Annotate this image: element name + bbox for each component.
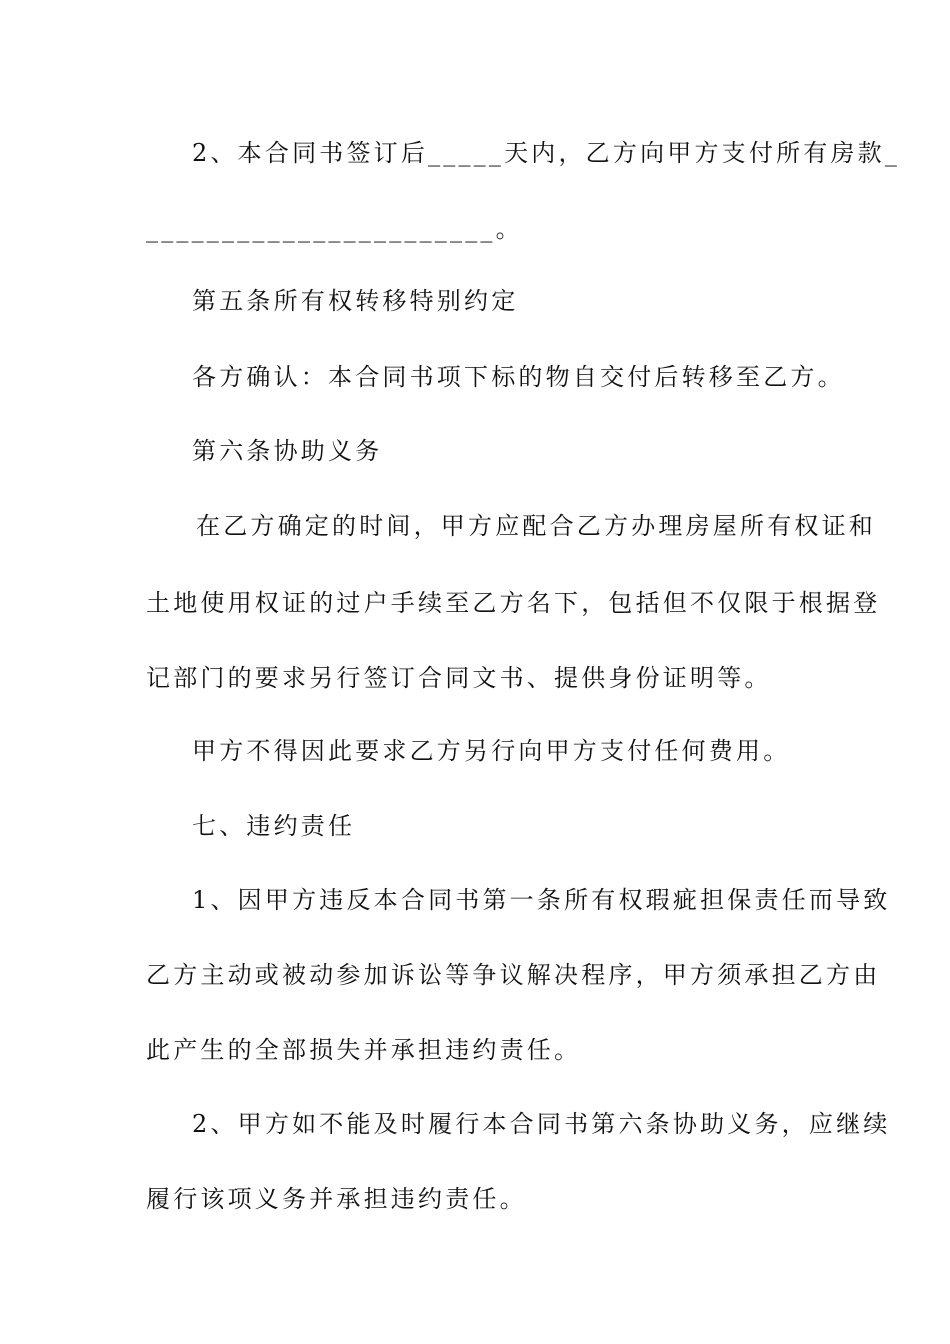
article-6-note: 甲方不得因此要求乙方另行向甲方支付任何费用。 <box>192 737 791 765</box>
article-6-body-line-2: 土地使用权证的过户手续至乙方名下，包括但不仅限于根据登 <box>146 589 881 617</box>
article-6-body-line-1: 在乙方确定的时间，甲方应配合乙方办理房屋所有权证和 <box>196 512 876 540</box>
payment-clause-line-1: 2、本合同书签订后_____天内，乙方向甲方支付所有房款_ <box>192 139 901 167</box>
liability-clause-2-line-2: 履行该项义务并承担违约责任。 <box>146 1185 527 1213</box>
liability-clause-1-line-1: 1、因甲方违反本合同书第一条所有权瑕疵担保责任而导致 <box>192 886 891 914</box>
liability-clause-1-line-2: 乙方主动或被动参加诉讼等争议解决程序，甲方须承担乙方由 <box>146 961 881 989</box>
article-6-body-line-3: 记部门的要求另行签订合同文书、提供身份证明等。 <box>146 664 772 692</box>
article-7-heading: 七、违约责任 <box>192 812 356 840</box>
liability-clause-2-line-1: 2、甲方如不能及时履行本合同书第六条协助义务，应继续 <box>192 1110 891 1138</box>
article-5-body: 各方确认：本合同书项下标的物自交付后转移至乙方。 <box>192 363 845 391</box>
article-5-heading: 第五条所有权转移特别约定 <box>192 287 519 315</box>
payment-clause-line-2: _______________________。 <box>146 215 523 243</box>
liability-clause-1-line-3: 此产生的全部损失并承担违约责任。 <box>146 1036 582 1064</box>
article-6-heading: 第六条协助义务 <box>192 437 383 465</box>
